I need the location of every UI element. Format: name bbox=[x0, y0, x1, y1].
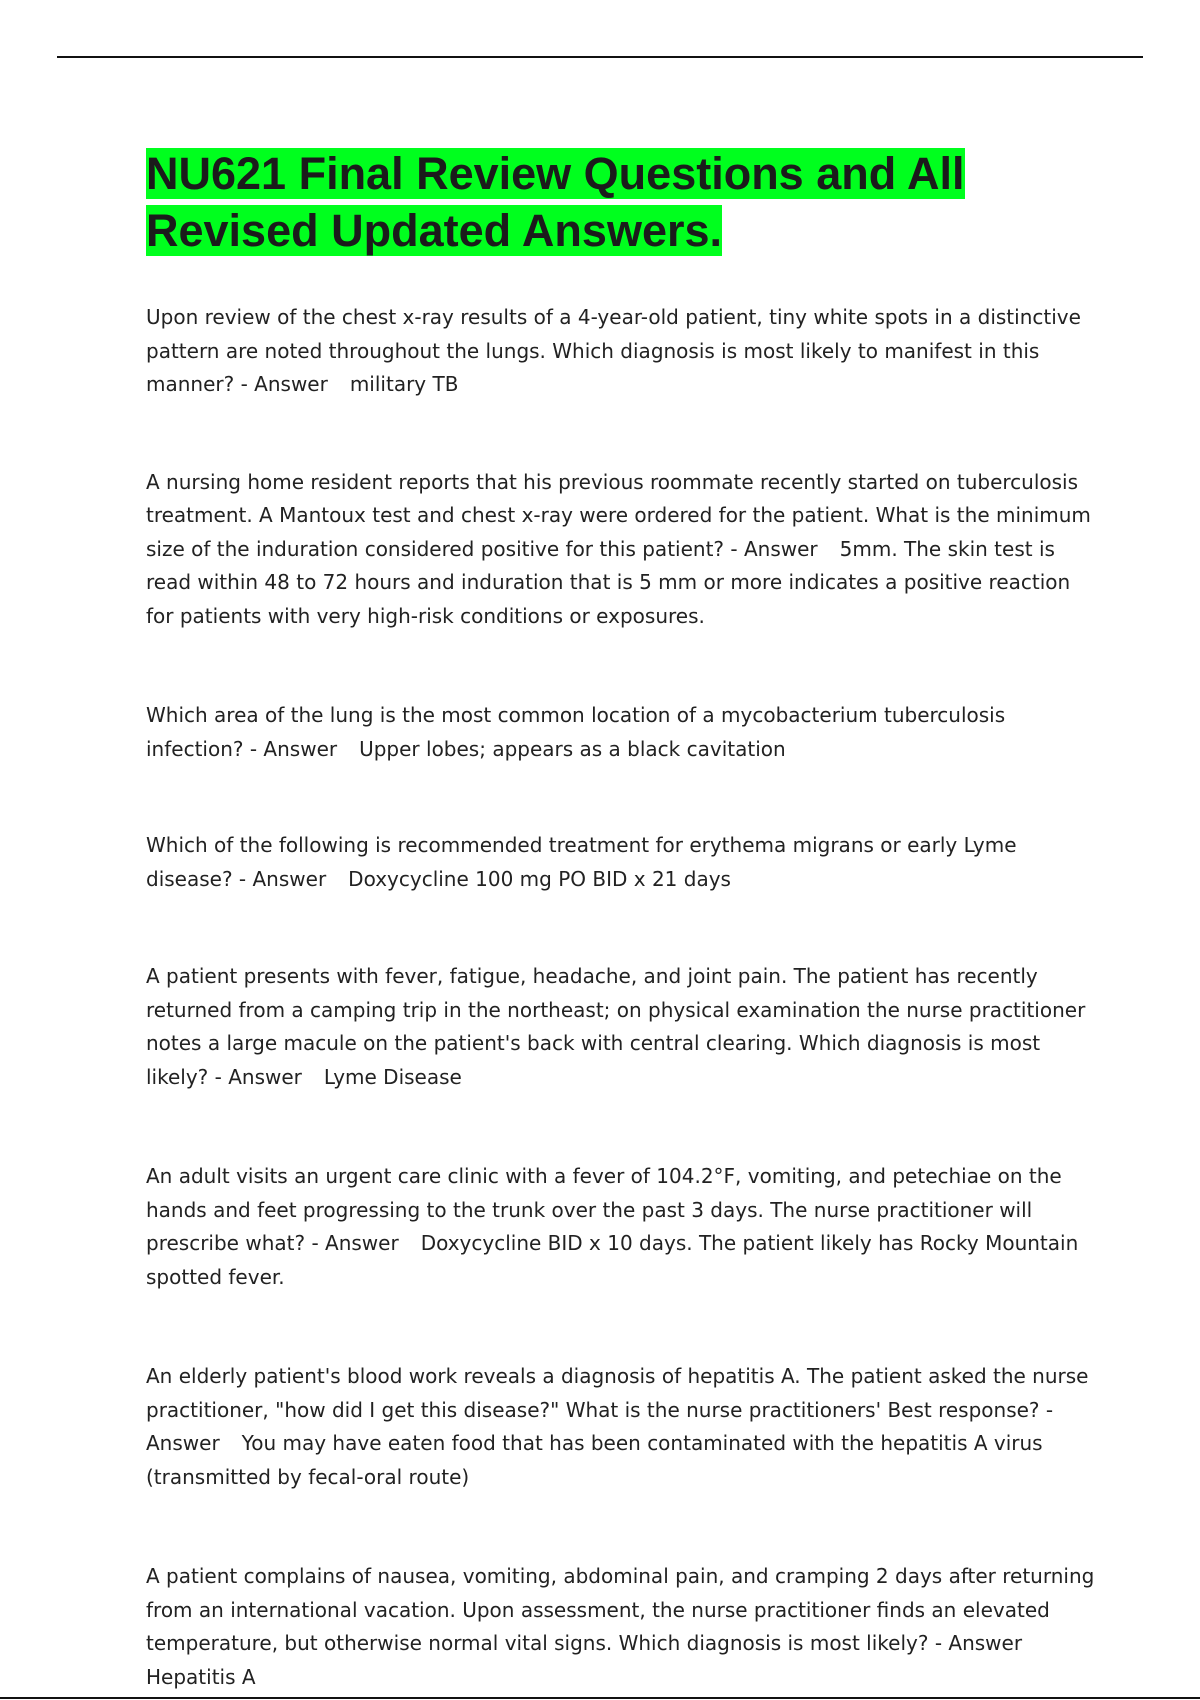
title-line-2: Revised Updated Answers. bbox=[146, 205, 723, 256]
question-text: A nursing home resident reports that his previous roommate recently started on tuberculosis treatment. A Mantoux test and chest x-ray were ordered for the patient. What is the minimum size of the induration considered positive for this patient? - Answer bbox=[146, 469, 1091, 561]
qa-item bbox=[146, 829, 1096, 896]
answer-text: Doxycycline 100 mg PO BID x 21 days bbox=[348, 866, 731, 891]
question-text: An elderly patient's blood work reveals a diagnosis of hepatitis A. The patient asked the nurse practitioner, "how did I get this disease?" What is the nurse practitioners' Best response? - Answer bbox=[146, 1364, 1089, 1455]
title-highlight bbox=[146, 148, 965, 256]
answer-text: Upper lobes; appears as a black cavitation bbox=[359, 736, 786, 761]
answer-text: 5mm. The skin test is read within 48 to 72 hours and induration that is 5 mm or more indicates a positive reaction for patients with very high-risk conditions or exposures. bbox=[146, 536, 1071, 628]
qa-item bbox=[146, 466, 1096, 634]
document-title bbox=[146, 145, 1096, 259]
qa-item bbox=[146, 301, 1096, 402]
answer-text: Lyme Disease bbox=[323, 1064, 462, 1089]
answer-text: You may have eaten food that has been contaminated with the hepatitis A virus (transmitted by fecal-oral route) bbox=[146, 1431, 1043, 1489]
qa-item bbox=[146, 1560, 1096, 1694]
title-line-1: NU621 Final Review Questions and All bbox=[146, 148, 965, 199]
qa-item bbox=[146, 1160, 1096, 1294]
answer-text: Doxycycline BID x 10 days. The patient likely has Rocky Mountain spotted fever. bbox=[146, 1231, 1079, 1289]
qa-item bbox=[146, 699, 1096, 766]
qa-item bbox=[146, 1360, 1096, 1494]
qa-item bbox=[146, 960, 1096, 1094]
question-text: An adult visits an urgent care clinic with a fever of 104.2°F, vomiting, and petechiae on the hands and feet progressing to the trunk over the past 3 days. The nurse practitioner will prescribe what? - Answer bbox=[146, 1164, 1062, 1255]
question-text: A patient complains of nausea, vomiting, abdominal pain, and cramping 2 days after returning from an international vacation. Upon assessment, the nurse practitioner finds an elevated temperature, but otherwise normal vital signs. Which diagnosis is most likely? - Answer bbox=[146, 1564, 1095, 1655]
question-text: Which area of the lung is the most common location of a mycobacterium tuberculosis infection? - Answer bbox=[146, 703, 1006, 761]
question-text: Upon review of the chest x-ray results of a 4-year-old patient, tiny white spots in a distinctive pattern are noted throughout the lungs. Which diagnosis is most likely to manifest in this manner? - Answer bbox=[146, 305, 1081, 396]
question-text: Which of the following is recommended treatment for erythema migrans or early Lyme disease? - Answer bbox=[146, 833, 1017, 891]
header-rule bbox=[57, 56, 1143, 58]
qa-list bbox=[146, 301, 1096, 1694]
answer-text: Hepatitis A bbox=[146, 1664, 256, 1689]
answer-text: military TB bbox=[349, 372, 459, 396]
footer-rule bbox=[0, 1697, 1200, 1699]
question-text: A patient presents with fever, fatigue, headache, and joint pain. The patient has recently returned from a camping trip in the northeast; on physical examination the nurse practitioner notes a large macule on the patient's back with central clearing. Which diagnosis is most likely? - Answer bbox=[146, 964, 1086, 1089]
document-body bbox=[146, 145, 1096, 1694]
